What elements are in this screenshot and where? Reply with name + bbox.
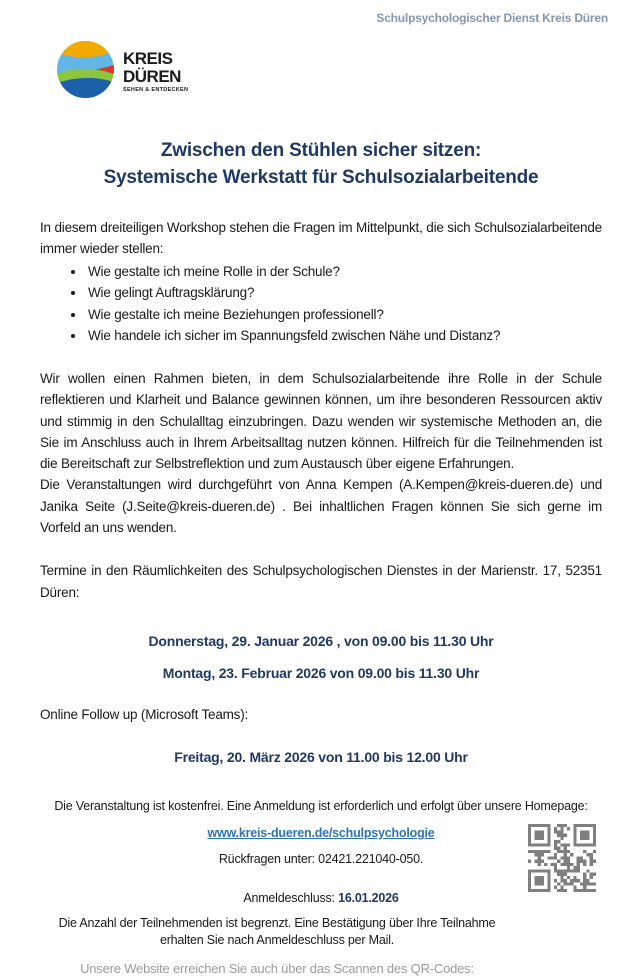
deadline-label: Anmeldeschluss: — [243, 891, 339, 906]
homepage-link[interactable]: www.kreis-dueren.de/schulpsychologie — [207, 826, 435, 841]
logo-wordmark — [123, 50, 188, 94]
page-title — [0, 137, 642, 191]
logo-tagline: SEHEN & ENTDECKEN — [123, 87, 189, 94]
qr-caption: Unsere Website erreichen Sie auch über das Scannen des QR-Codes: — [80, 961, 474, 977]
deadline-line — [40, 890, 602, 907]
page-title-line2: Systemische Werkstatt für Schulsozialarbeitende — [103, 167, 539, 188]
logo-text-kreis: KREIS — [123, 49, 173, 69]
homepage-link-row — [40, 825, 602, 842]
list-item: • Wie gelingt Auftragsklärung? — [86, 282, 602, 304]
session-date-1: Donnerstag, 29. Januar 2026 , von 09.00 bis 11.30 Uhr — [148, 632, 494, 649]
description-paragraph: Wir wollen einen Rahmen bieten, in dem Schulsozialarbeitende ihre Rolle in der Schule reflektieren und Klarheit und Balance gewinnen können, um ihre besonderen Ressourcen aktiv und stimmig in den Schulalltag einzubringen. Dazu wenden wir systemische Methoden an, die Sie im Anschluss auch in Ihrem Arbeitsalltag nutzen können. Hilfreich für die Teilnehmenden ist die Bereitschaft zur Selbstreflektion und zum Austausch über eigene Erfahrungen. — [40, 370, 602, 472]
list-item: • Wie handele ich sicher im Spannungsfeld zwischen Nähe und Distanz? — [86, 325, 602, 347]
registration-info: Die Veranstaltung ist kostenfrei. Eine Anmeldung ist erforderlich und erfolgt über unsere Homepage: — [54, 799, 588, 814]
list-item: • Wie gestalte ich meine Beziehungen professionell? — [86, 304, 602, 326]
kreis-dueren-logo — [57, 41, 642, 103]
header-department: Schulpsychologischer Dienst Kreis Düren — [376, 11, 608, 25]
session-date-3: Freitag, 20. März 2026 von 11.00 bis 12.00 Uhr — [174, 749, 468, 766]
phone-info: Rückfragen unter: 02421.221040-050. — [218, 852, 424, 867]
intro-paragraph: In diesem dreiteiligen Workshop stehen die Fragen im Mittelpunkt, die sich Schulsozialarbeitende immer wieder stellen: — [40, 220, 602, 257]
flyer-body — [40, 217, 602, 977]
limited-participants-info: Die Anzahl der Teilnehmenden ist begrenzt. Eine Bestätigung über Ihre Teilnahme erhalten Sie nach Anmeldeschluss per Mail. — [58, 916, 496, 948]
termine-intro: Termine in den Räumlichkeiten des Schulpsychologischen Dienstes in der Marienstr. 17, 52351 Düren: — [40, 563, 602, 600]
page-title-line1: Zwischen den Stühlen sicher sitzen: — [160, 140, 482, 161]
logo-text-dueren: DÜREN — [123, 67, 181, 87]
list-item: • Wie gestalte ich meine Rolle in der Schule? — [86, 261, 602, 283]
session-date-2: Montag, 23. Februar 2026 von 09.00 bis 11.30 Uhr — [162, 664, 480, 681]
online-followup-label: Online Follow up (Microsoft Teams): — [40, 706, 249, 722]
question-list — [40, 261, 602, 347]
deadline-date: 16.01.2026 — [338, 891, 399, 906]
contact-paragraph: Die Veranstaltungen wird durchgeführt von Anna Kempen (A.Kempen@kreis-dueren.de) und Janika Seite (J.Seite@kreis-dueren.de) . Bei inhaltlichen Fragen können Sie sich gerne im Vorfeld an uns wenden. — [40, 477, 602, 536]
qr-code — [528, 824, 596, 892]
kreis-dueren-globe-icon — [57, 41, 114, 103]
